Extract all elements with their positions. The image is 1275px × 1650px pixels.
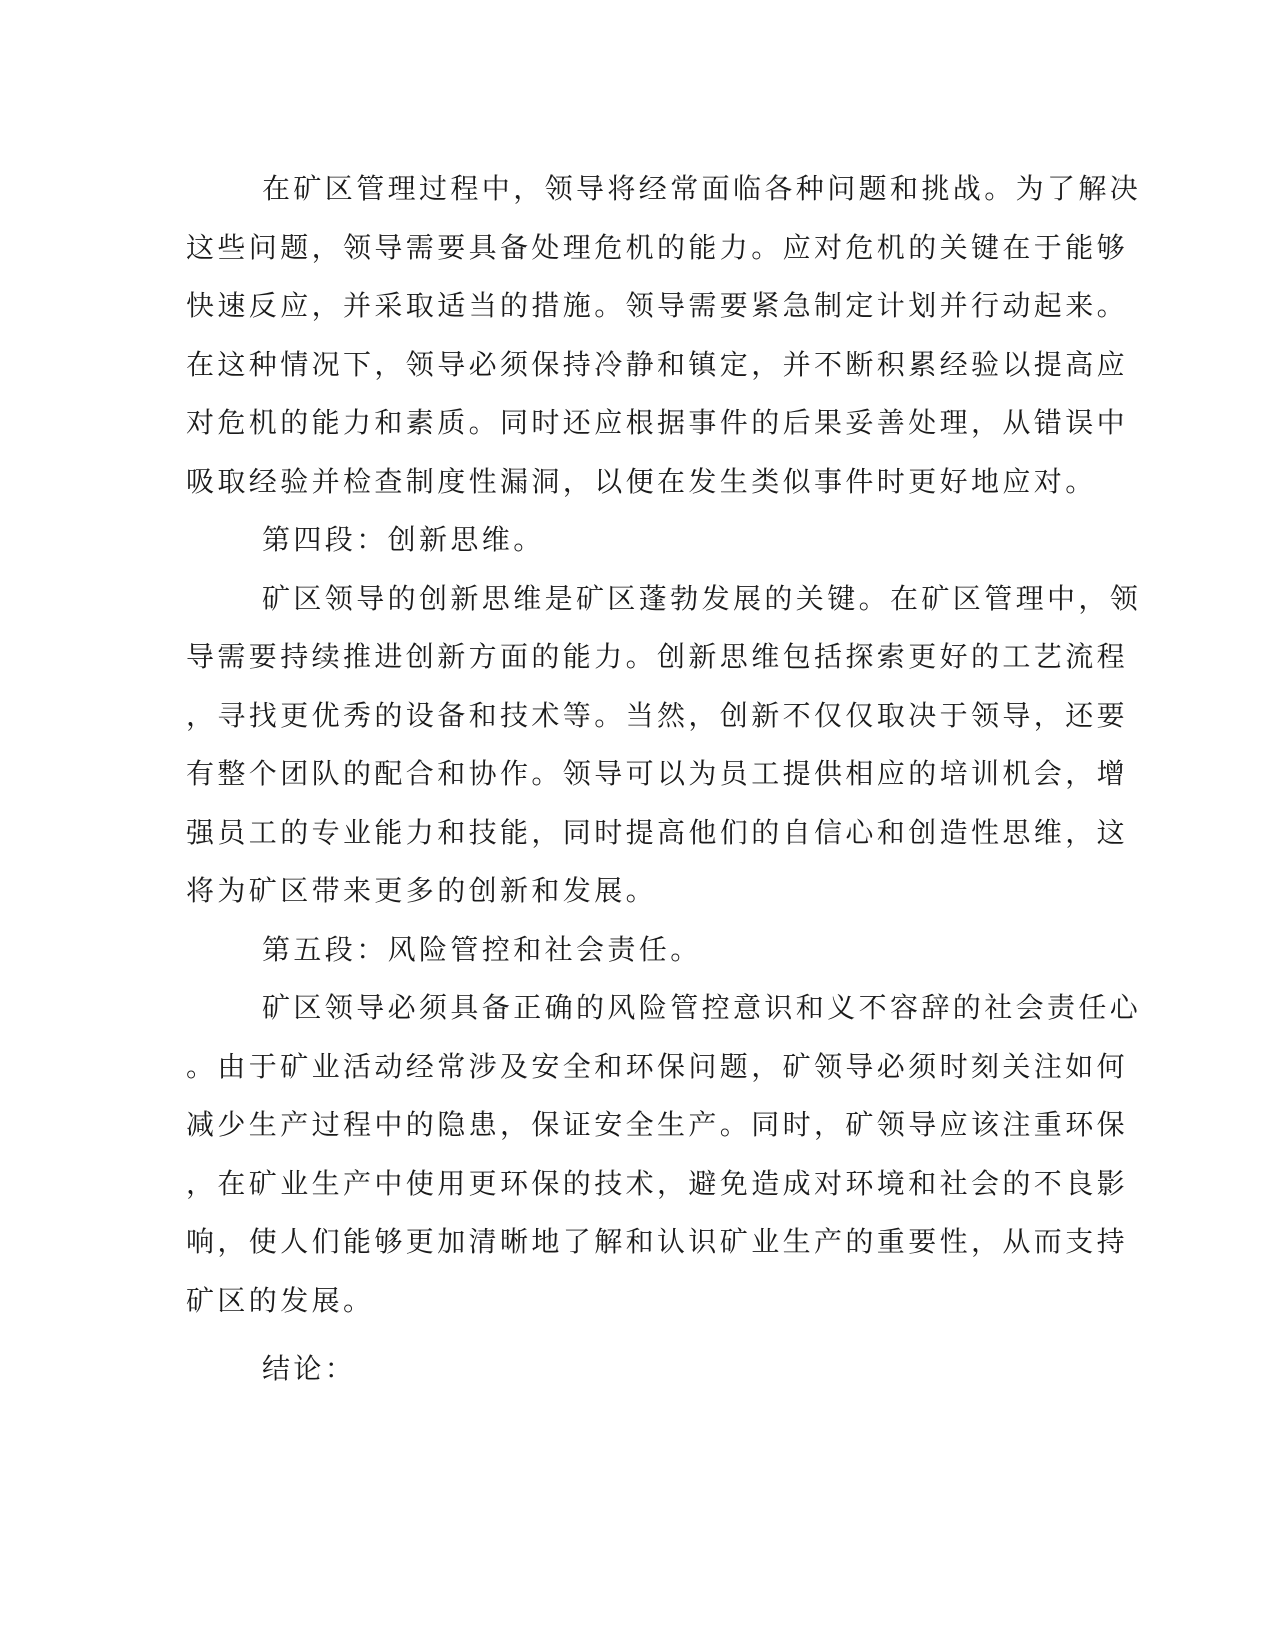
- text-line: 有整个团队的配合和协作。领导可以为员工提供相应的培训机会，增: [186, 757, 1129, 790]
- paragraph-risk-responsibility: [186, 979, 1142, 1330]
- text-line: 。由于矿业活动经常涉及安全和环保问题，矿领导必须时刻关注如何: [186, 1049, 1129, 1083]
- text-line: 矿区领导必须具备正确的风险管控意识和义不容辞的社会责任心: [262, 991, 1142, 1024]
- section-heading-4: [186, 511, 1086, 570]
- text-line: 吸取经验并检查制度性漏洞，以便在发生类似事件时更好地应对。: [186, 464, 1097, 498]
- text-line: 矿区的发展。: [186, 1283, 375, 1317]
- section-heading-5: [186, 921, 1086, 980]
- text-line: 响，使人们能够更加清晰地了解和认识矿业生产的重要性，从而支持: [186, 1225, 1129, 1258]
- heading-text: 结论：: [262, 1352, 357, 1385]
- paragraph-innovation: [186, 570, 1142, 921]
- text-line: 将为矿区带来更多的创新和发展。: [186, 874, 658, 907]
- text-line: 对危机的能力和素质。同时还应根据事件的后果妥善处理，从错误中: [186, 406, 1129, 439]
- text-line: ，寻找更优秀的设备和技术等。当然，创新不仅仅取决于领导，还要: [186, 698, 1129, 732]
- document-body: [186, 160, 1142, 1399]
- conclusion-heading: [186, 1340, 1086, 1399]
- text-line: 减少生产过程中的隐患，保证安全生产。同时，矿领导应该注重环保: [186, 1108, 1129, 1141]
- text-line: 在矿区管理过程中，领导将经常面临各种问题和挑战。为了解决: [262, 172, 1142, 205]
- text-line: ，在矿业生产中使用更环保的技术，避免造成对环境和社会的不良影: [186, 1166, 1129, 1200]
- text-line: 矿区领导的创新思维是矿区蓬勃发展的关键。在矿区管理中，领: [262, 581, 1142, 615]
- text-line: 快速反应，并采取适当的措施。领导需要紧急制定计划并行动起来。: [186, 289, 1129, 322]
- text-line: 导需要持续推进创新方面的能力。创新思维包括探索更好的工艺流程: [186, 640, 1129, 673]
- text-line: 在这种情况下，领导必须保持冷静和镇定，并不断积累经验以提高应: [186, 347, 1129, 381]
- spacer: [186, 1330, 1086, 1340]
- heading-text: 第五段：风险管控和社会责任。: [262, 932, 702, 966]
- paragraph-crisis-handling: [186, 160, 1142, 511]
- heading-text: 第四段：创新思维。: [262, 523, 545, 556]
- text-line: 这些问题，领导需要具备处理危机的能力。应对危机的关键在于能够: [186, 230, 1129, 264]
- text-line: 强员工的专业能力和技能，同时提高他们的自信心和创造性思维，这: [186, 815, 1129, 849]
